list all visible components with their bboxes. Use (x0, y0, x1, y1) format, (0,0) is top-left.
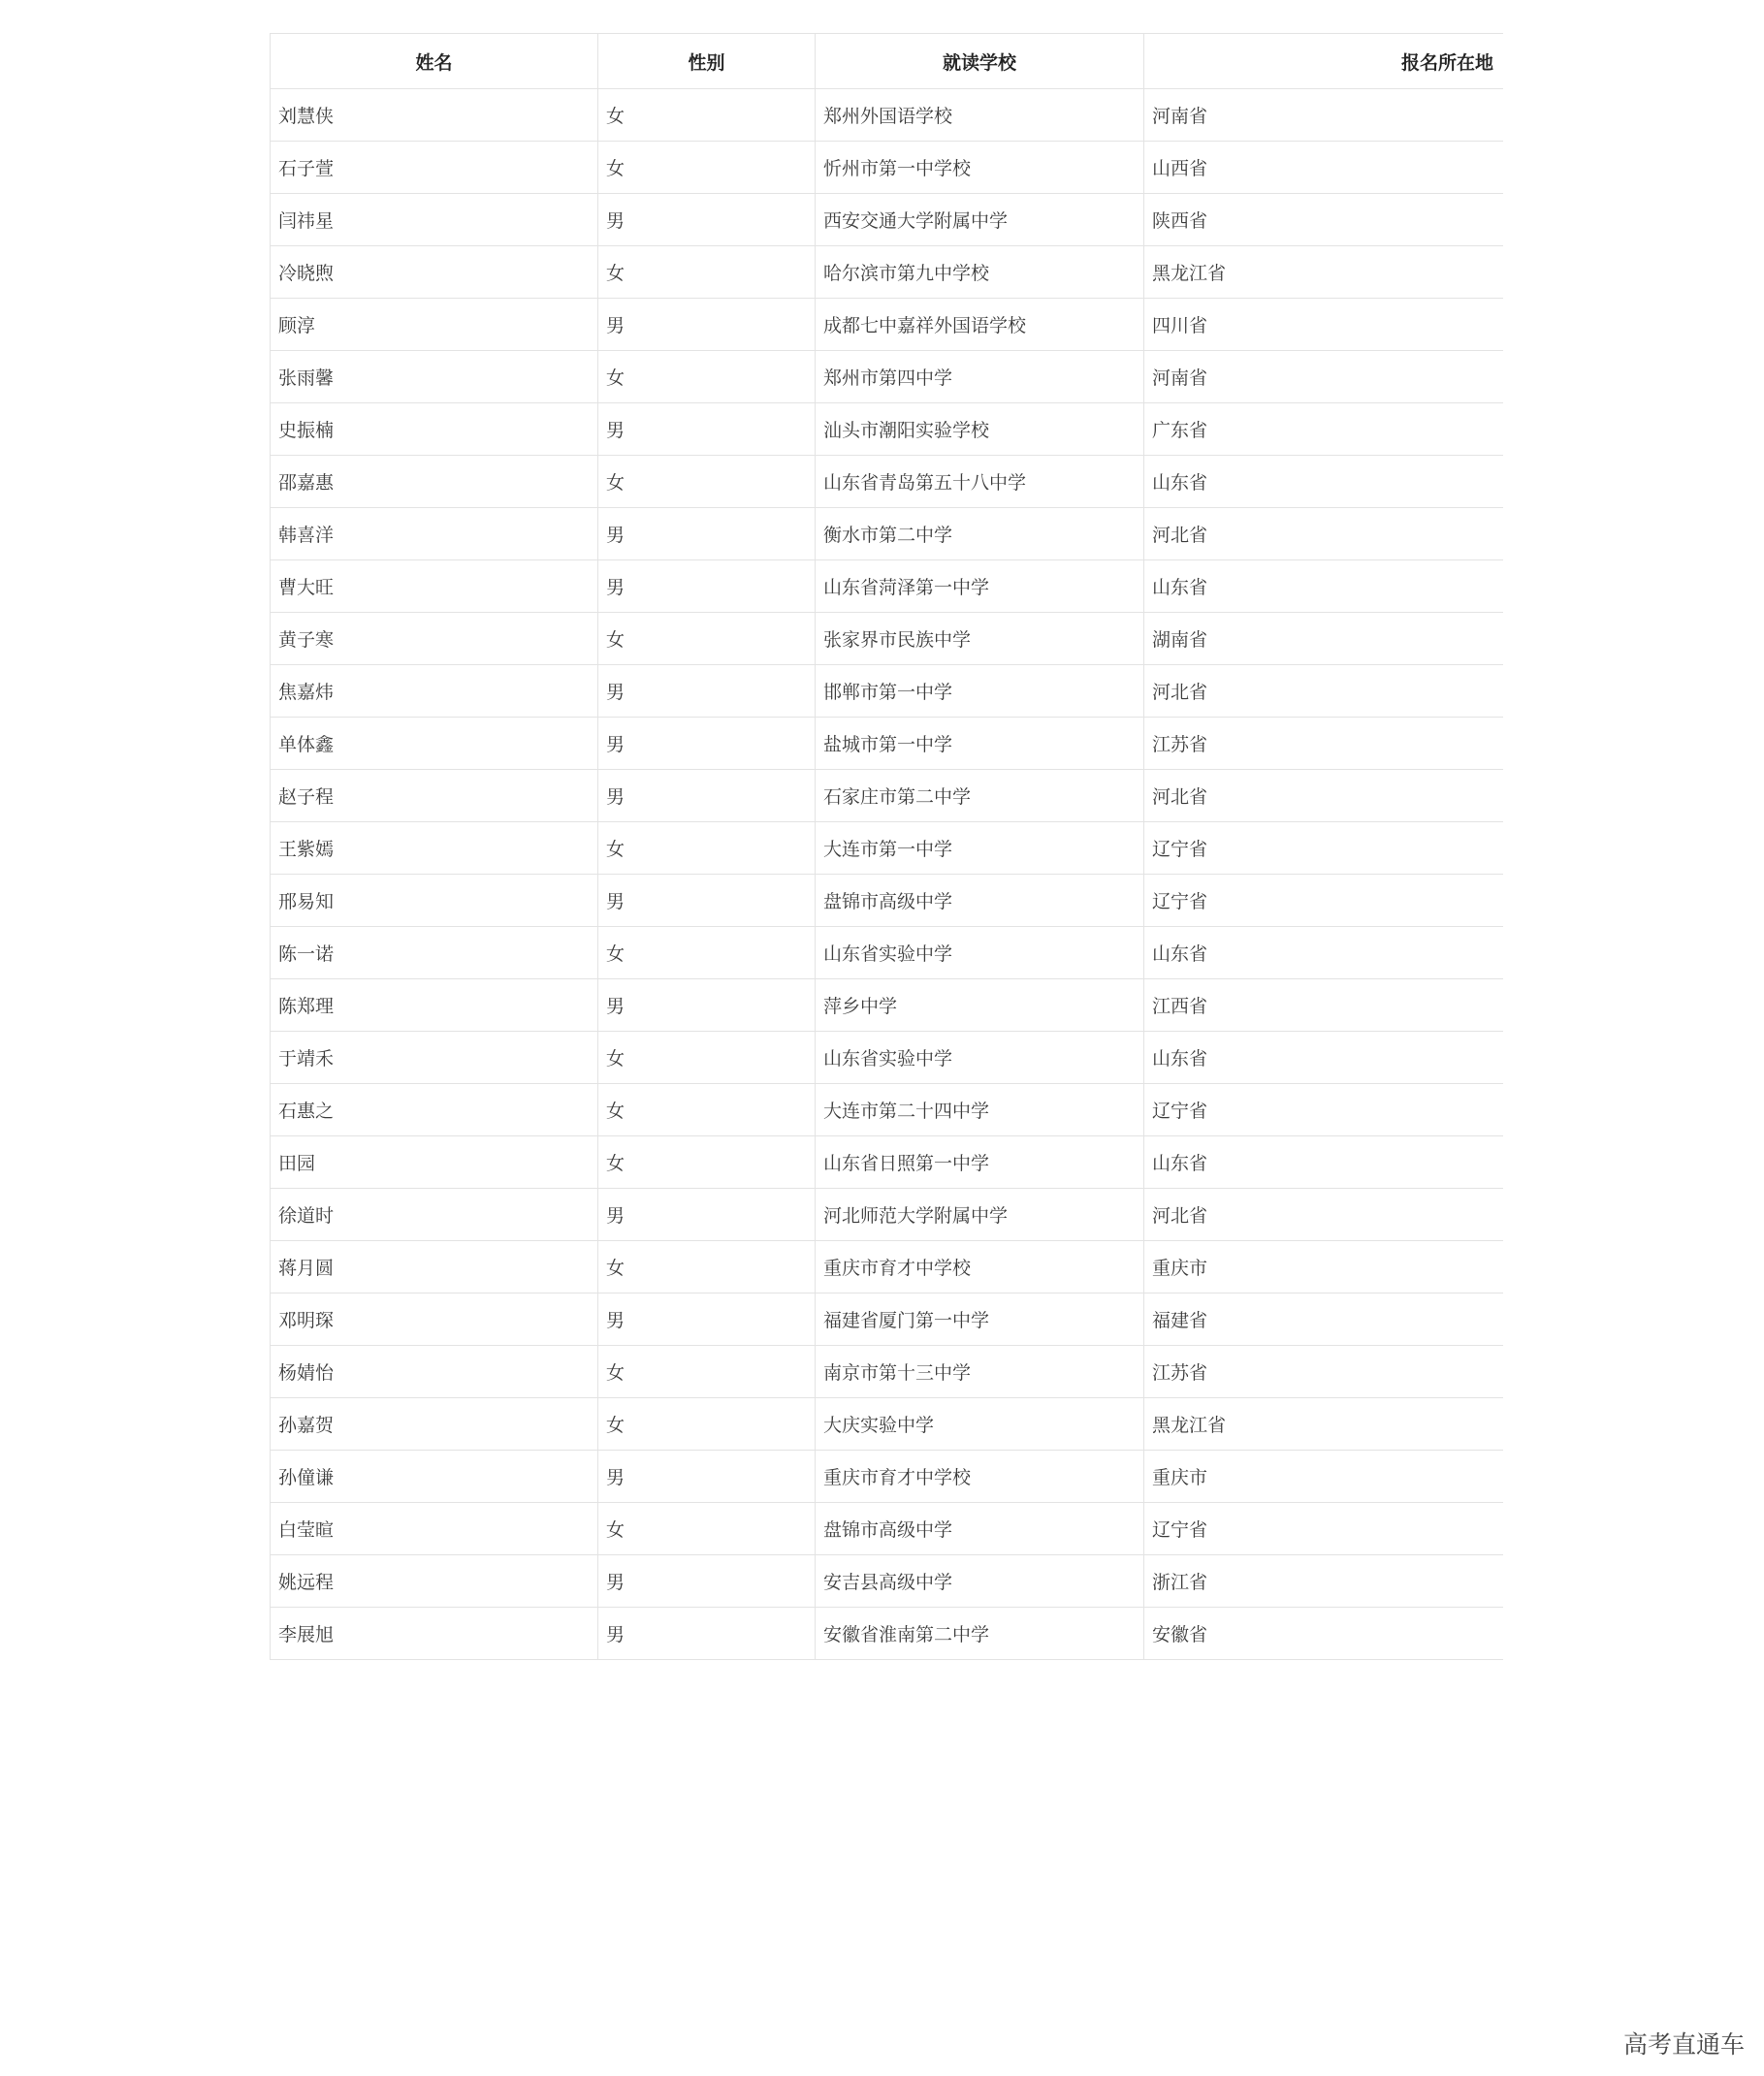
cell-school: 福建省厦门第一中学 (816, 1294, 1144, 1346)
cell-name: 张雨馨 (271, 351, 598, 403)
cell-region: 辽宁省 (1144, 875, 1504, 927)
header-region: 报名所在地 (1144, 34, 1504, 89)
table-row (271, 927, 1504, 979)
cell-name: 王紫嫣 (271, 822, 598, 875)
cell-school: 山东省青岛第五十八中学 (816, 456, 1144, 508)
cell-name: 邵嘉惠 (271, 456, 598, 508)
cell-gender: 女 (598, 1032, 816, 1084)
table-row (271, 1294, 1504, 1346)
cell-gender: 男 (598, 1294, 816, 1346)
cell-school: 盘锦市高级中学 (816, 1503, 1144, 1555)
cell-region: 河北省 (1144, 665, 1504, 718)
table-row (271, 508, 1504, 560)
cell-gender: 男 (598, 665, 816, 718)
cell-school: 安徽省淮南第二中学 (816, 1608, 1144, 1660)
cell-name: 刘慧侠 (271, 89, 598, 142)
cell-gender: 男 (598, 194, 816, 246)
cell-gender: 女 (598, 1084, 816, 1136)
cell-school: 邯郸市第一中学 (816, 665, 1144, 718)
cell-gender: 男 (598, 979, 816, 1032)
cell-gender: 男 (598, 1608, 816, 1660)
cell-gender: 女 (598, 1398, 816, 1451)
table-row (271, 770, 1504, 822)
header-gender: 性别 (598, 34, 816, 89)
cell-region: 浙江省 (1144, 1555, 1504, 1608)
table-row (271, 1608, 1504, 1660)
table-row (271, 560, 1504, 613)
cell-region: 山东省 (1144, 456, 1504, 508)
table-row (271, 822, 1504, 875)
header-school: 就读学校 (816, 34, 1144, 89)
cell-school: 大连市第二十四中学 (816, 1084, 1144, 1136)
table-row (271, 875, 1504, 927)
table-row (271, 1241, 1504, 1294)
cell-region: 江苏省 (1144, 718, 1504, 770)
cell-gender: 男 (598, 875, 816, 927)
header-name: 姓名 (271, 34, 598, 89)
table-row (271, 1136, 1504, 1189)
cell-name: 单体鑫 (271, 718, 598, 770)
cell-school: 忻州市第一中学校 (816, 142, 1144, 194)
cell-name: 陈郑理 (271, 979, 598, 1032)
table-row (271, 1555, 1504, 1608)
cell-name: 石子萱 (271, 142, 598, 194)
cell-gender: 女 (598, 142, 816, 194)
cell-name: 韩喜洋 (271, 508, 598, 560)
cell-school: 石家庄市第二中学 (816, 770, 1144, 822)
cell-school: 哈尔滨市第九中学校 (816, 246, 1144, 299)
cell-region: 山东省 (1144, 1032, 1504, 1084)
table-row (271, 403, 1504, 456)
cell-name: 曹大旺 (271, 560, 598, 613)
cell-region: 江苏省 (1144, 1346, 1504, 1398)
cell-name: 顾淳 (271, 299, 598, 351)
cell-gender: 男 (598, 508, 816, 560)
cell-region: 河南省 (1144, 89, 1504, 142)
cell-gender: 男 (598, 560, 816, 613)
table-row (271, 1189, 1504, 1241)
cell-gender: 女 (598, 1346, 816, 1398)
cell-gender: 男 (598, 1555, 816, 1608)
cell-school: 盐城市第一中学 (816, 718, 1144, 770)
table-row (271, 613, 1504, 665)
cell-school: 衡水市第二中学 (816, 508, 1144, 560)
cell-name: 邓明琛 (271, 1294, 598, 1346)
cell-gender: 男 (598, 1189, 816, 1241)
cell-gender: 女 (598, 246, 816, 299)
cell-school: 大庆实验中学 (816, 1398, 1144, 1451)
cell-name: 田园 (271, 1136, 598, 1189)
cell-school: 郑州市第四中学 (816, 351, 1144, 403)
table-row (271, 246, 1504, 299)
cell-gender: 女 (598, 456, 816, 508)
cell-gender: 女 (598, 1241, 816, 1294)
cell-gender: 女 (598, 89, 816, 142)
cell-region: 河北省 (1144, 508, 1504, 560)
cell-region: 安徽省 (1144, 1608, 1504, 1660)
table-row (271, 1451, 1504, 1503)
cell-name: 徐道时 (271, 1189, 598, 1241)
table-row (271, 1032, 1504, 1084)
cell-region: 重庆市 (1144, 1241, 1504, 1294)
cell-gender: 男 (598, 1451, 816, 1503)
cell-gender: 女 (598, 1136, 816, 1189)
cell-school: 张家界市民族中学 (816, 613, 1144, 665)
cell-name: 姚远程 (271, 1555, 598, 1608)
cell-school: 郑州外国语学校 (816, 89, 1144, 142)
cell-region: 江西省 (1144, 979, 1504, 1032)
table-row (271, 1346, 1504, 1398)
table-row (271, 142, 1504, 194)
cell-school: 山东省实验中学 (816, 1032, 1144, 1084)
cell-school: 河北师范大学附属中学 (816, 1189, 1144, 1241)
cell-school: 盘锦市高级中学 (816, 875, 1144, 927)
cell-region: 山西省 (1144, 142, 1504, 194)
cell-region: 四川省 (1144, 299, 1504, 351)
cell-region: 黑龙江省 (1144, 1398, 1504, 1451)
cell-gender: 男 (598, 403, 816, 456)
cell-gender: 女 (598, 351, 816, 403)
cell-name: 孙僮谦 (271, 1451, 598, 1503)
table-row (271, 1084, 1504, 1136)
cell-region: 黑龙江省 (1144, 246, 1504, 299)
cell-region: 河北省 (1144, 1189, 1504, 1241)
cell-name: 史振楠 (271, 403, 598, 456)
cell-school: 大连市第一中学 (816, 822, 1144, 875)
cell-school: 山东省日照第一中学 (816, 1136, 1144, 1189)
cell-region: 湖南省 (1144, 613, 1504, 665)
watermark: 高考直通车 (1622, 2030, 1745, 2059)
cell-gender: 女 (598, 822, 816, 875)
cell-name: 冷晓煦 (271, 246, 598, 299)
table-row (271, 1503, 1504, 1555)
cell-region: 山东省 (1144, 1136, 1504, 1189)
cell-school: 山东省菏泽第一中学 (816, 560, 1144, 613)
cell-school: 重庆市育才中学校 (816, 1241, 1144, 1294)
cell-name: 白莹暄 (271, 1503, 598, 1555)
cell-gender: 女 (598, 1503, 816, 1555)
cell-gender: 男 (598, 770, 816, 822)
roster-table-container (270, 33, 1503, 1660)
cell-school: 成都七中嘉祥外国语学校 (816, 299, 1144, 351)
table-row (271, 89, 1504, 142)
table-header-row (271, 34, 1504, 89)
cell-name: 陈一诺 (271, 927, 598, 979)
cell-school: 安吉县高级中学 (816, 1555, 1144, 1608)
cell-region: 山东省 (1144, 927, 1504, 979)
cell-name: 赵子程 (271, 770, 598, 822)
table-row (271, 456, 1504, 508)
table-row (271, 665, 1504, 718)
cell-name: 闫祎星 (271, 194, 598, 246)
cell-region: 陕西省 (1144, 194, 1504, 246)
cell-name: 石惠之 (271, 1084, 598, 1136)
table-row (271, 979, 1504, 1032)
cell-gender: 女 (598, 613, 816, 665)
cell-school: 山东省实验中学 (816, 927, 1144, 979)
cell-name: 蒋月圆 (271, 1241, 598, 1294)
table-body (271, 89, 1504, 1660)
cell-region: 福建省 (1144, 1294, 1504, 1346)
table-row (271, 1398, 1504, 1451)
cell-region: 辽宁省 (1144, 822, 1504, 875)
cell-region: 辽宁省 (1144, 1084, 1504, 1136)
cell-name: 邢易知 (271, 875, 598, 927)
cell-gender: 男 (598, 718, 816, 770)
cell-gender: 女 (598, 927, 816, 979)
table-row (271, 351, 1504, 403)
table-row (271, 194, 1504, 246)
cell-school: 萍乡中学 (816, 979, 1144, 1032)
cell-school: 汕头市潮阳实验学校 (816, 403, 1144, 456)
cell-name: 于靖禾 (271, 1032, 598, 1084)
table-row (271, 718, 1504, 770)
roster-table (270, 33, 1503, 1660)
table-row (271, 299, 1504, 351)
cell-name: 杨婧怡 (271, 1346, 598, 1398)
cell-region: 山东省 (1144, 560, 1504, 613)
cell-gender: 男 (598, 299, 816, 351)
cell-name: 焦嘉炜 (271, 665, 598, 718)
cell-region: 辽宁省 (1144, 1503, 1504, 1555)
cell-region: 重庆市 (1144, 1451, 1504, 1503)
cell-region: 河南省 (1144, 351, 1504, 403)
cell-school: 西安交通大学附属中学 (816, 194, 1144, 246)
cell-name: 李展旭 (271, 1608, 598, 1660)
cell-region: 河北省 (1144, 770, 1504, 822)
cell-name: 黄子寒 (271, 613, 598, 665)
cell-name: 孙嘉贺 (271, 1398, 598, 1451)
cell-school: 南京市第十三中学 (816, 1346, 1144, 1398)
cell-region: 广东省 (1144, 403, 1504, 456)
cell-school: 重庆市育才中学校 (816, 1451, 1144, 1503)
